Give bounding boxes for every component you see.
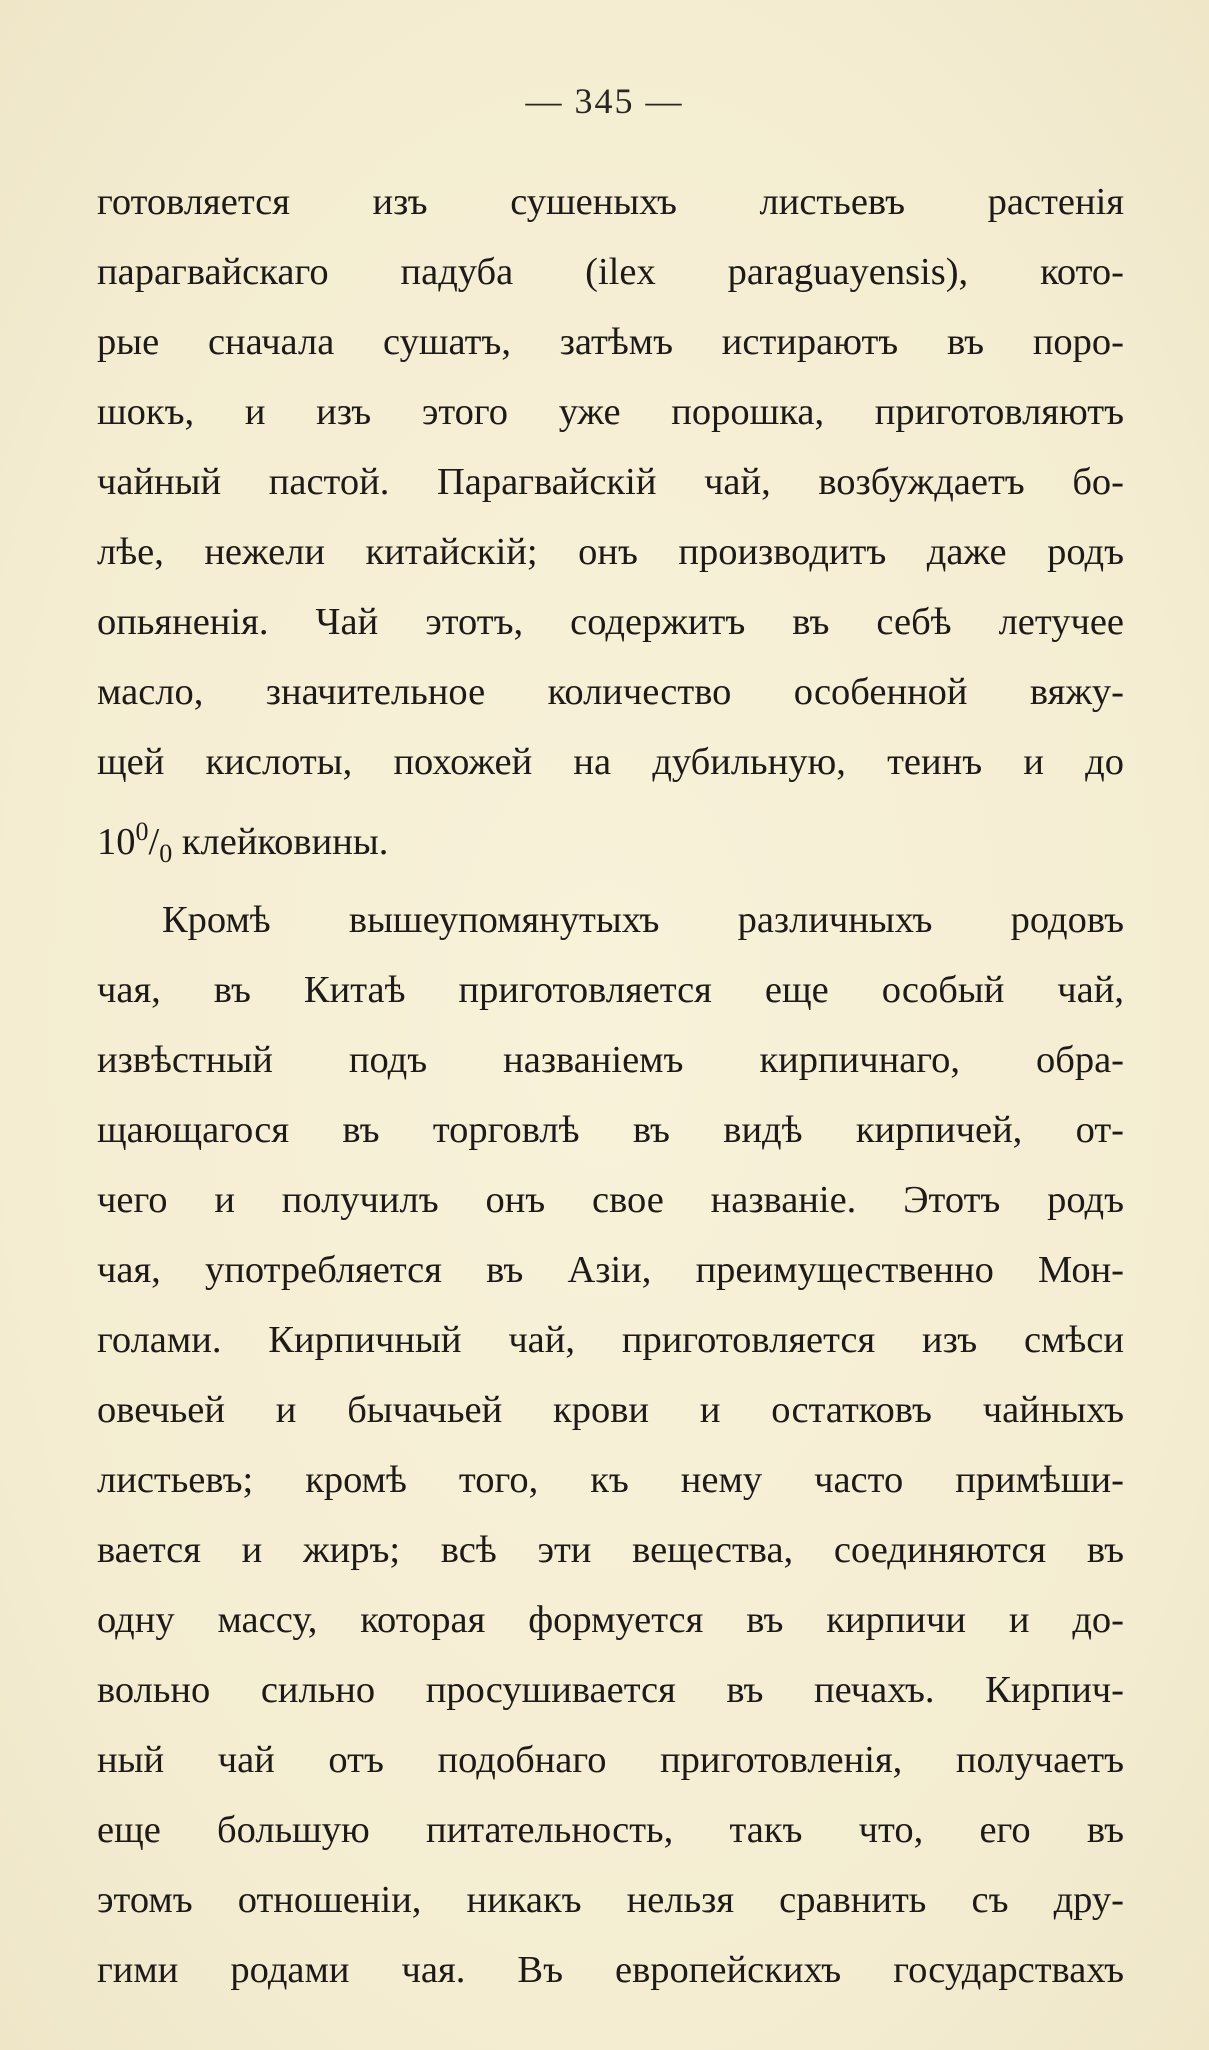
text-line: чего и получилъ онъ свое названіе. Этотъ родъ — [97, 1179, 1124, 1221]
text-line: парагвайскаго падуба (ilex paraguayensis), кото- — [97, 251, 1124, 293]
page-number: — 345 — — [525, 81, 684, 121]
text-line: лѣе, нежели китайскій; онъ производитъ даже родъ — [97, 531, 1124, 573]
text-line: шокъ, и изъ этого уже порошка, приготовляютъ — [97, 391, 1124, 433]
text-line: овечьей и бычачьей крови и остатковъ чайныхъ — [97, 1389, 1124, 1431]
text-line: гими родами чая. Въ европейскихъ государствахъ — [97, 1949, 1124, 1991]
percent-number: 10 — [97, 821, 136, 863]
text-line: извѣстный подъ названіемъ кирпичнаго, обра- — [97, 1039, 1124, 1081]
text-line: этомъ отношеніи, никакъ нельзя сравнить съ дру- — [97, 1879, 1124, 1921]
text-line: вается и жиръ; всѣ эти вещества, соединяются въ — [97, 1529, 1124, 1571]
percent-sign-slash: / — [148, 821, 160, 863]
paragraph-1 — [97, 167, 1124, 867]
percent-sign-top: 0 — [135, 817, 149, 846]
text-line: чая, въ Китаѣ приготовляется еще особый чай, — [97, 969, 1124, 1011]
text-line: щающагося въ торговлѣ въ видѣ кирпичей, от- — [97, 1109, 1124, 1151]
text-line: Кромѣ вышеупомянутыхъ различныхъ родовъ — [162, 899, 1124, 941]
paragraph-gap — [97, 867, 1124, 885]
paragraph-2 — [97, 885, 1124, 2005]
text-line: ный чай отъ подобнаго приготовленія, получаетъ — [97, 1739, 1124, 1781]
text-line: щей кислоты, похожей на дубильную, теинъ и до — [97, 741, 1124, 783]
text-line: еще большую питательность, такъ что, его въ — [97, 1809, 1124, 1851]
text-line: вольно сильно просушивается въ печахъ. Кирпич- — [97, 1669, 1124, 1711]
percent-sign-bottom: 0 — [159, 839, 173, 867]
text-line-percent — [97, 797, 1124, 867]
text-line: готовляется изъ сушеныхъ листьевъ растенія — [97, 181, 1124, 223]
text-line: опьяненія. Чай этотъ, содержитъ въ себѣ летучее — [97, 601, 1124, 643]
text-line: чайный пастой. Парагвайскій чай, возбуждаетъ бо- — [97, 461, 1124, 503]
text-line: масло, значительное количество особенной вяжу- — [97, 671, 1124, 713]
text-line: чая, употребляется въ Азіи, преимущественно Мон- — [97, 1249, 1124, 1291]
text-line: голами. Кирпичный чай, приготовляется изъ смѣси — [97, 1319, 1124, 1361]
body-text — [97, 167, 1124, 2005]
text-line: листьевъ; кромѣ того, къ нему часто примѣши- — [97, 1459, 1124, 1501]
text-line-rest: клейковины. — [172, 821, 389, 863]
text-line: одну массу, которая формуется въ кирпичи и до- — [97, 1599, 1124, 1641]
text-line: рые сначала сушатъ, затѣмъ истираютъ въ поро- — [97, 321, 1124, 363]
